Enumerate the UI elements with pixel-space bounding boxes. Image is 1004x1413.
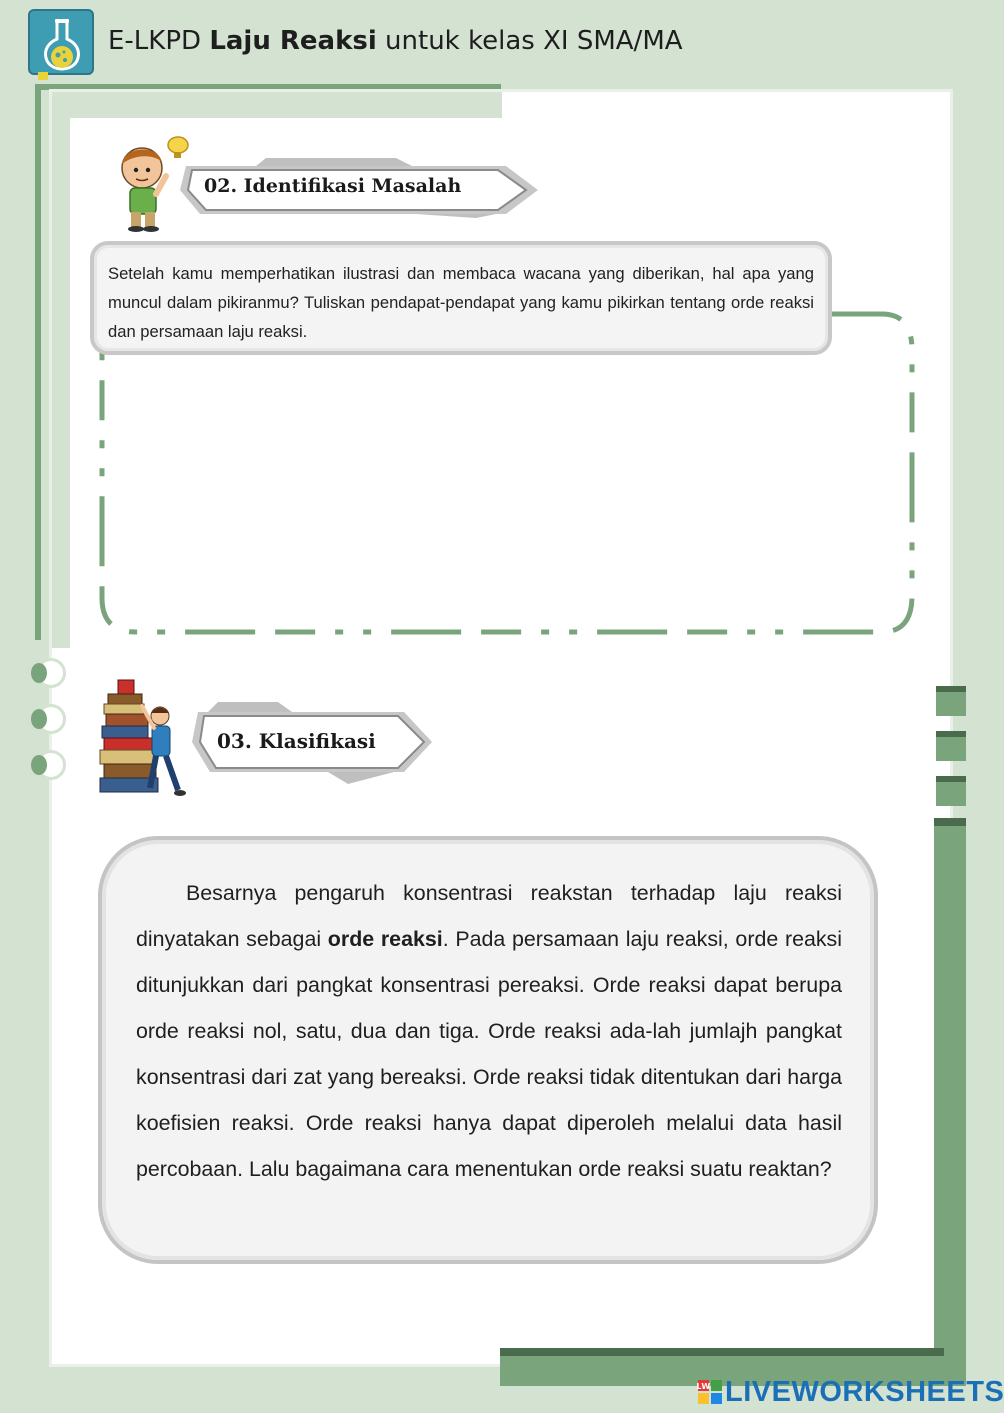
section-02-title: 02. Identifikasi Masalah [204,175,462,197]
frame-tab [936,686,966,716]
frame-bottom-edge [500,1348,944,1356]
section-03-title: 03. Klasifikasi [217,729,376,753]
explanation-box [98,836,878,1264]
frame-tab [936,776,966,806]
binder-ring [36,704,66,734]
frame-right-bar [934,826,966,1386]
logo-tab [38,72,48,80]
binder-ring [36,658,66,688]
svg-text:LW: LW [696,1382,711,1391]
frame-top-bar [35,84,501,90]
frame-tab [936,731,966,761]
liveworksheets-badge-icon [698,1380,722,1404]
explanation-paragraph: Besarnya pengaruh konsentrasi reakstan terhadap laju reaksi dinyatakan sebagai orde reaksi. Pada persamaan laju reaksi, orde reaksi ditunjukkan dari pangkat konsentrasi pereaksi. Orde reaksi dapat berupa orde reaksi nol, satu, dua dan tiga. Orde reaksi ada-lah jumlajh pangkat konsentrasi dari zat yang bereaksi. Orde reaksi tidak ditentukan dari harga koefisien reaksi. Orde reaksi hanya dapat diperoleh melalui data hasil percobaan. Lalu bagaimana cara menentukan orde reaksi suatu reaktan? [136,881,843,1181]
books-stack-icon [98,676,190,800]
flask-logo-icon [28,9,94,75]
binder-ring [36,750,66,780]
answer-input[interactable] [110,360,902,615]
question-text: Setelah kamu memperhatikan ilustrasi dan membaca wacana yang diberikan, hal apa yang muncul dalam pikiranmu? Tuliskan pendapat-pendapat yang kamu pikirkan tentang orde reaksi dan persamaan laju reaksi. [90,241,832,355]
page-title: E-LKPD Laju Reaksi untuk kelas XI SMA/MA [108,26,683,56]
paper-left-notch [52,92,70,648]
liveworksheets-brand: LW LIVEWORKSHEETS [696,1376,1004,1408]
frame-left-bar [35,84,41,640]
frame-right-edge [934,818,966,826]
paper-top-notch [52,92,502,118]
